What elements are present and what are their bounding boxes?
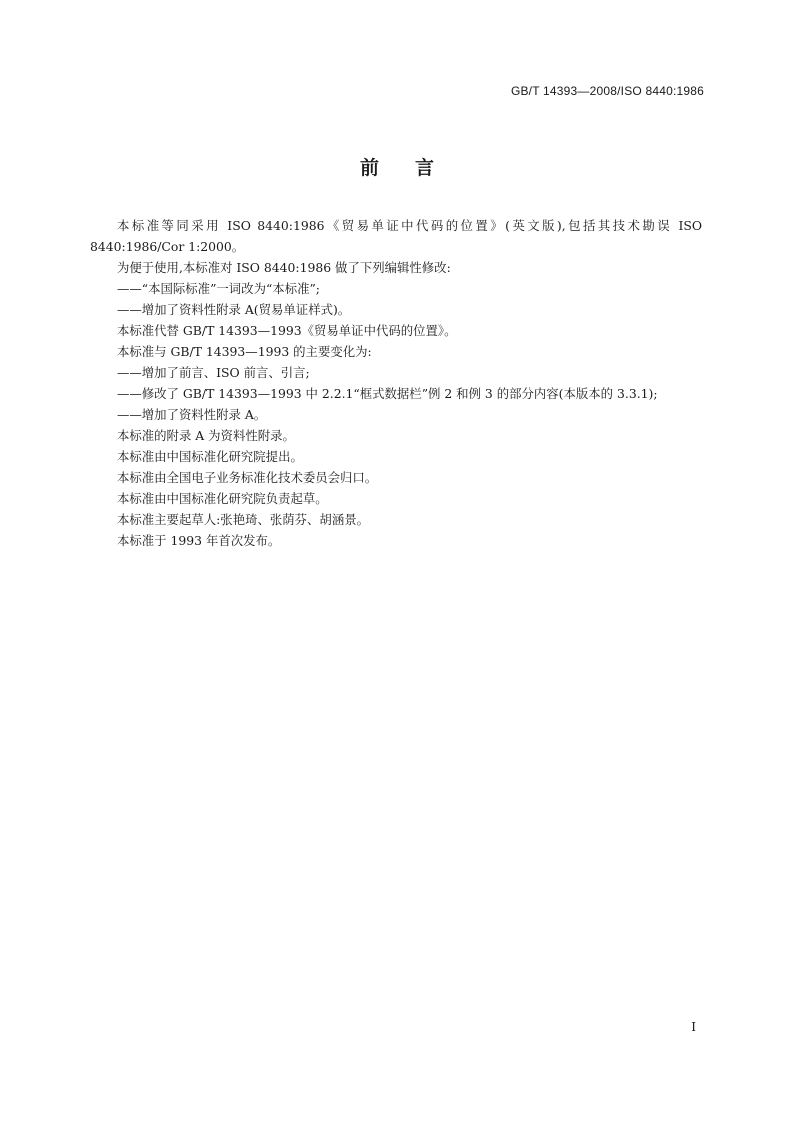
paragraph-replaces: 本标准代替 GB/T 14393—1993《贸易单证中代码的位置》。	[117, 323, 457, 338]
paragraph-editorial-changes-intro: 为便于使用,本标准对 ISO 8440:1986 做了下列编辑性修改:	[117, 260, 451, 275]
list-item-annex-added: ——增加了资料性附录 A(贸易单证样式)。	[117, 302, 351, 317]
paragraph-adoption: 本标准等同采用 ISO 8440:1986《贸易单证中代码的位置》(英文版),包括其技术勘误 ISO 8440:1986/Cor 1:2000。	[90, 218, 702, 254]
paragraph-annex-informative: 本标准的附录 A 为资料性附录。	[117, 428, 295, 443]
standard-number-header: GB/T 14393—2008/ISO 8440:1986	[510, 84, 704, 98]
list-item-term-change: ——“本国际标准”一词改为“本标准”;	[117, 281, 320, 296]
page-title: 前言	[359, 157, 470, 179]
paragraph-drafted-by: 本标准由中国标准化研究院负责起草。	[117, 491, 328, 506]
paragraph-drafters: 本标准主要起草人:张艳琦、张荫芬、胡涵景。	[117, 512, 369, 527]
list-item-annex-a-added: ——增加了资料性附录 A。	[117, 407, 267, 422]
foreword-body	[90, 215, 702, 551]
paragraph-first-published: 本标准于 1993 年首次发布。	[117, 533, 281, 548]
page-number: I	[691, 1020, 696, 1034]
list-item-modified-examples: ——修改了 GB/T 14393—1993 中 2.2.1“框式数据栏”例 2 和例 3 的部分内容(本版本的 3.3.1);	[117, 386, 658, 401]
paragraph-proposed-by: 本标准由中国标准化研究院提出。	[117, 449, 303, 464]
paragraph-main-changes-intro: 本标准与 GB/T 14393—1993 的主要变化为:	[117, 344, 372, 359]
list-item-forewords-added: ——增加了前言、ISO 前言、引言;	[117, 365, 310, 380]
paragraph-under-jurisdiction: 本标准由全国电子业务标准化技术委员会归口。	[117, 470, 378, 485]
